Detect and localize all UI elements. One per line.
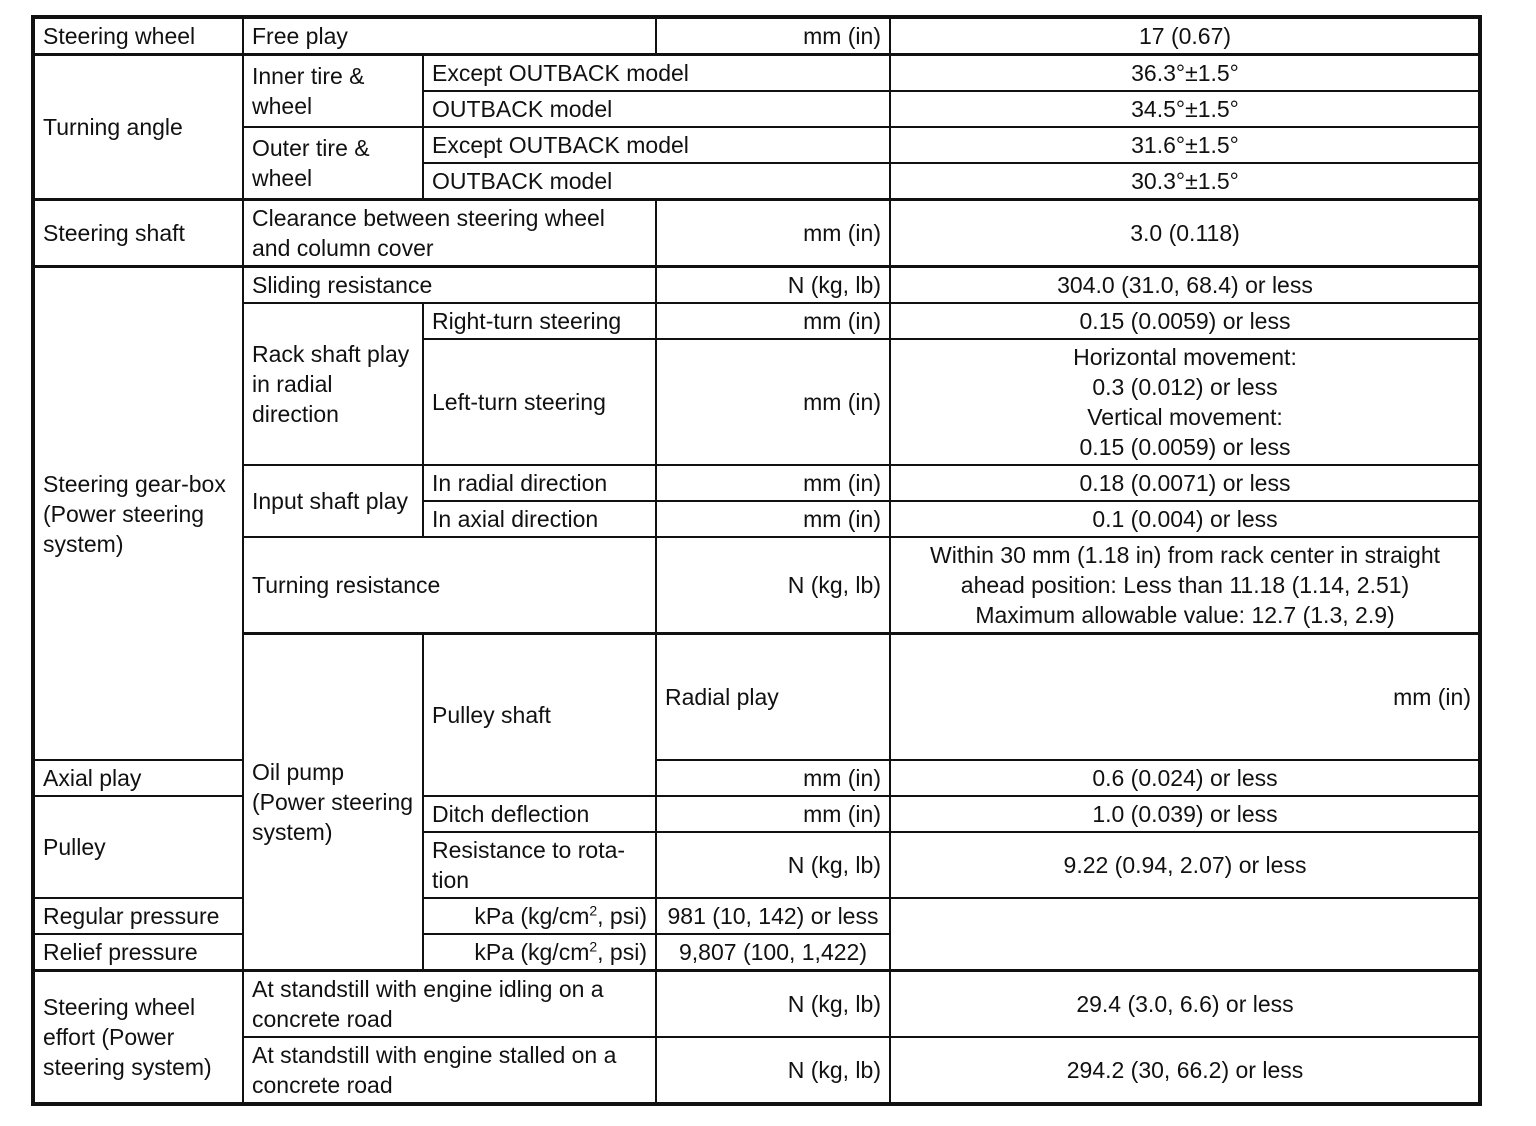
outer-except-outback-label: Except OUTBACK model: [423, 127, 890, 163]
free-play-label: Free play: [243, 17, 656, 55]
outer-outback-label: OUTBACK model: [423, 163, 890, 200]
radial-play-unit: mm (in): [890, 634, 1480, 761]
inner-except-outback-value: 36.3°±1.5°: [890, 55, 1480, 92]
table-row: [33, 303, 1480, 339]
in-axial-direction-value: 0.1 (0.004) or less: [890, 501, 1480, 537]
axial-play-value: 0.6 (0.024) or less: [890, 760, 1480, 796]
pulley-label: Pulley: [33, 796, 243, 898]
category-steering-gearbox: Steering gear-box (Power steering system): [33, 267, 243, 761]
steering-specifications-table: [31, 15, 1482, 1106]
left-turn-unit: mm (in): [656, 339, 890, 465]
resistance-to-rotation-unit: N (kg, lb): [656, 832, 890, 898]
category-steering-wheel-effort: Steering wheel effort (Power steering system): [33, 971, 243, 1105]
inner-tire-wheel-label: Inner tire & wheel: [243, 55, 423, 128]
ditch-deflection-value: 1.0 (0.039) or less: [890, 796, 1480, 832]
inner-outback-label: OUTBACK model: [423, 91, 890, 127]
in-axial-direction-unit: mm (in): [656, 501, 890, 537]
right-turn-value: 0.15 (0.0059) or less: [890, 303, 1480, 339]
axial-play-label: Axial play: [33, 760, 243, 796]
ditch-deflection-unit: mm (in): [656, 796, 890, 832]
table-row: [33, 934, 1480, 971]
turning-resistance-unit: N (kg, lb): [656, 537, 890, 634]
outer-outback-value: 30.3°±1.5°: [890, 163, 1480, 200]
engine-stalled-label: At standstill with engine stalled on a concrete road: [243, 1037, 656, 1104]
engine-stalled-value: 294.2 (30, 66.2) or less: [890, 1037, 1480, 1104]
turning-resistance-label: Turning resistance: [243, 537, 656, 634]
regular-pressure-unit: [423, 898, 656, 934]
table-row: [33, 971, 1480, 1038]
table-row: [33, 465, 1480, 501]
relief-pressure-value: 9,807 (100, 1,422): [656, 934, 890, 971]
table-row: [33, 898, 1480, 934]
engine-idling-value: 29.4 (3.0, 6.6) or less: [890, 971, 1480, 1038]
outer-except-outback-value: 31.6°±1.5°: [890, 127, 1480, 163]
category-steering-shaft: Steering shaft: [33, 200, 243, 267]
input-shaft-play-label: Input shaft play: [243, 465, 423, 537]
left-turn-label: Left-turn steering: [423, 339, 656, 465]
resistance-to-rotation-value: 9.22 (0.94, 2.07) or less: [890, 832, 1480, 898]
regular-pressure-value: 981 (10, 142) or less: [656, 898, 890, 934]
clearance-label: Clearance between steering wheel and column cover: [243, 200, 656, 267]
regular-pressure-label: Regular pressure: [33, 898, 423, 934]
engine-stalled-unit: N (kg, lb): [656, 1037, 890, 1104]
regular-unit-prefix: kPa (kg/cm: [474, 903, 590, 929]
in-radial-direction-value: 0.18 (0.0071) or less: [890, 465, 1480, 501]
radial-play-label: Radial play: [656, 634, 890, 761]
category-turning-angle: Turning angle: [33, 55, 243, 200]
left-turn-value: Horizontal movement: 0.3 (0.012) or less Vertical movement: 0.15 (0.0059) or less: [890, 339, 1480, 465]
table-row: [33, 537, 1480, 634]
axial-play-unit: mm (in): [656, 760, 890, 796]
in-axial-direction-label: In axial direction: [423, 501, 656, 537]
table-row: [33, 55, 1480, 92]
outer-tire-wheel-label: Outer tire & wheel: [243, 127, 423, 200]
category-steering-wheel: Steering wheel: [33, 17, 243, 55]
in-radial-direction-label: In radial direction: [423, 465, 656, 501]
table-row: [33, 634, 1480, 761]
ditch-deflection-label: Ditch deflection: [423, 796, 656, 832]
engine-idling-label: At standstill with engine idling on a concrete road: [243, 971, 656, 1038]
table-row: [33, 1037, 1480, 1104]
pulley-shaft-label: Pulley shaft: [423, 634, 656, 797]
table-row: [33, 267, 1480, 304]
relief-unit-superscript: 2: [589, 938, 598, 955]
table-row: [33, 127, 1480, 163]
sliding-resistance-value: 304.0 (31.0, 68.4) or less: [890, 267, 1480, 304]
resistance-to-rotation-label: Resistance to rota-tion: [423, 832, 656, 898]
turning-resistance-value: Within 30 mm (1.18 in) from rack center in straight ahead position: Less than 11.18 (1.14, 2.51) Maximum allowable value: 12.7 (1.3, 2.9): [890, 537, 1480, 634]
relief-pressure-unit: [423, 934, 656, 971]
regular-unit-superscript: 2: [589, 902, 598, 919]
free-play-value: 17 (0.67): [890, 17, 1480, 55]
table-row: [33, 200, 1480, 267]
sliding-resistance-label: Sliding resistance: [243, 267, 656, 304]
clearance-value: 3.0 (0.118): [890, 200, 1480, 267]
clearance-unit: mm (in): [656, 200, 890, 267]
sliding-resistance-unit: N (kg, lb): [656, 267, 890, 304]
rack-shaft-play-label: Rack shaft play in radial direction: [243, 303, 423, 465]
right-turn-unit: mm (in): [656, 303, 890, 339]
relief-unit-suffix: , psi): [597, 939, 647, 965]
table-row: [33, 17, 1480, 55]
relief-pressure-label: Relief pressure: [33, 934, 423, 971]
engine-idling-unit: N (kg, lb): [656, 971, 890, 1038]
free-play-unit: mm (in): [656, 17, 890, 55]
inner-outback-value: 34.5°±1.5°: [890, 91, 1480, 127]
regular-unit-suffix: , psi): [597, 903, 647, 929]
inner-except-outback-label: Except OUTBACK model: [423, 55, 890, 92]
right-turn-label: Right-turn steering: [423, 303, 656, 339]
relief-unit-prefix: kPa (kg/cm: [474, 939, 590, 965]
in-radial-direction-unit: mm (in): [656, 465, 890, 501]
category-oil-pump: Oil pump (Power steering system): [243, 634, 423, 971]
